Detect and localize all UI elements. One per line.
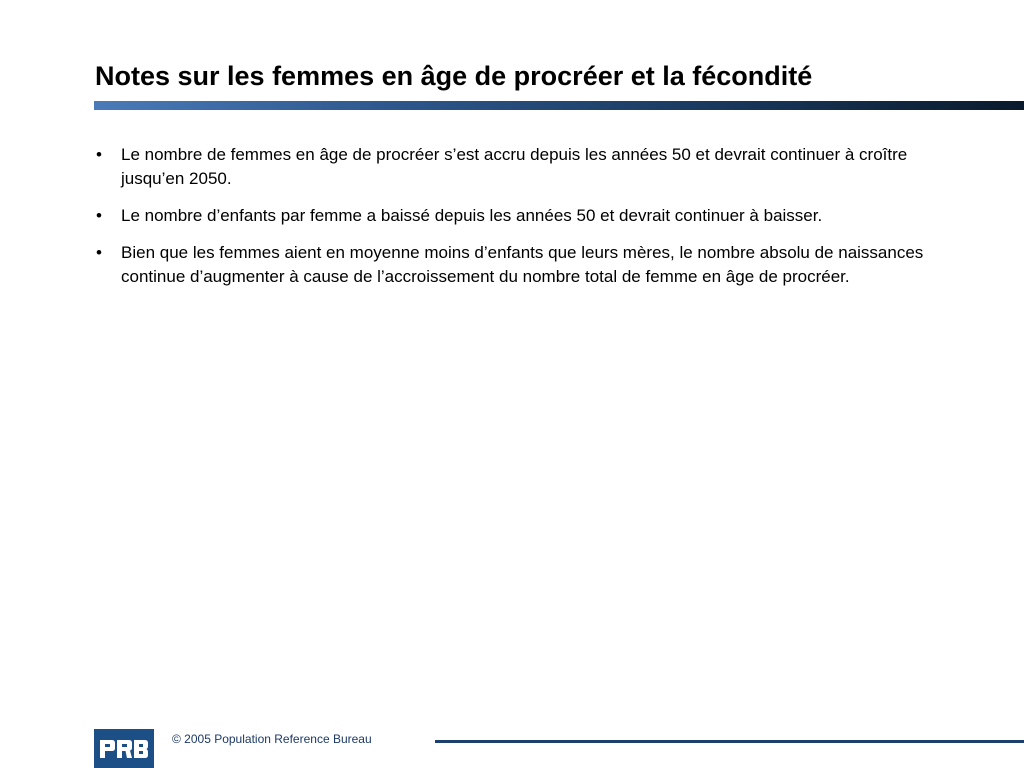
- bullet-item: [96, 143, 956, 191]
- bullet-item: [96, 241, 956, 289]
- prb-logo-glyph: [99, 738, 149, 760]
- prb-logo-icon: [94, 729, 154, 768]
- bullet-list: [96, 143, 956, 302]
- bullet-marker: •: [96, 145, 102, 164]
- bullet-text: Le nombre d’enfants par femme a baissé depuis les années 50 et devrait continuer à baisser.: [121, 206, 823, 225]
- slide-title: Notes sur les femmes en âge de procréer et la fécondité: [95, 61, 813, 91]
- bullet-marker: •: [96, 243, 102, 262]
- footer-copyright: © 2005 Population Reference Bureau: [172, 732, 372, 746]
- footer-divider-line: [435, 740, 1024, 743]
- bullet-marker: •: [96, 206, 102, 225]
- bullet-text: Bien que les femmes aient en moyenne moins d’enfants que leurs mères, le nombre absolu de naissances continue d’augmenter à cause de l’accroissement du nombre total de femme en âge de procréer.: [121, 243, 924, 286]
- bullet-text: Le nombre de femmes en âge de procréer s’est accru depuis les années 50 et devrait continuer à croître jusqu’en 2050.: [121, 145, 908, 188]
- bullet-item: [96, 204, 956, 228]
- title-underline-bar: [94, 101, 1024, 110]
